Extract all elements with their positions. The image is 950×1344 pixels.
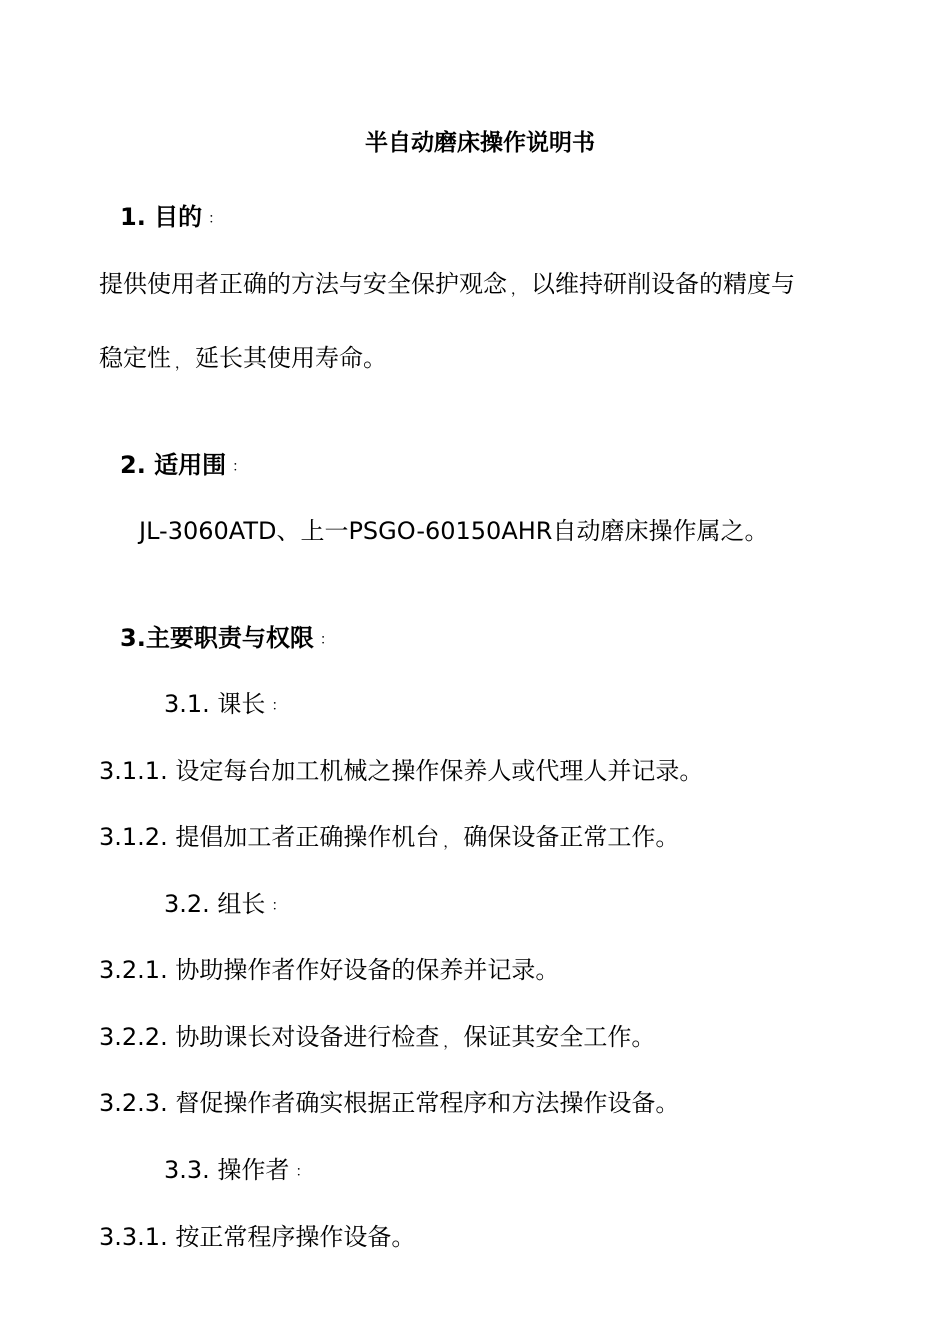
team-leader-item-3: 3.2.3. 督促操作者确实根据正常程序和方法操作设备。 — [99, 1089, 680, 1117]
subsection-section-chief-colon: ： — [271, 698, 286, 714]
section-chief-item-2-a: 3.1.2. 提倡加工者正确操作机台 — [99, 823, 440, 851]
team-leader-item-2 — [99, 1022, 655, 1056]
section-scope-heading — [120, 450, 246, 484]
team-leader-item-2-a: 3.2.2. 协助课长对设备进行检查 — [99, 1023, 440, 1051]
operator-item-1: 3.3.1. 按正常程序操作设备。 — [99, 1223, 416, 1251]
section-scope-heading-text: 2. 适用围 — [120, 451, 227, 479]
team-leader-item-1: 3.2.1. 协助操作者作好设备的保养并记录。 — [99, 956, 560, 984]
subsection-operator-colon: ： — [295, 1164, 310, 1180]
purpose-body-line-2-sep: ， — [175, 356, 189, 372]
section-chief-item-2-sep: ， — [443, 835, 458, 851]
subsection-team-leader-label-text: 3.2. 组长 — [164, 890, 266, 918]
section-chief-item-2 — [99, 822, 679, 856]
subsection-team-leader-colon: ： — [271, 898, 286, 914]
purpose-body-line-1-a: 提供使用者正确的方法与安全保护观念 — [99, 270, 507, 298]
section-chief-item-1: 3.1.1. 设定每台加工机械之操作保养人或代理人并记录。 — [99, 757, 704, 785]
scope-body: JL-3060ATD、上一PSGO-60150AHR自动磨床操作属之。 — [139, 517, 769, 545]
team-leader-item-2-sep: ， — [443, 1035, 458, 1051]
purpose-body-line-2-b: 延长其使用寿命。 — [195, 344, 387, 372]
section-chief-item-2-b: 确保设备正常工作。 — [463, 823, 680, 851]
section-scope-heading-colon: ： — [232, 459, 247, 475]
subsection-section-chief-label-text: 3.1. 课长 — [164, 690, 266, 718]
section-duties-heading-text: 3.主要职责与权限 — [120, 624, 314, 652]
subsection-operator-label-text: 3.3. 操作者 — [164, 1156, 290, 1184]
team-leader-item-2-b: 保证其安全工作。 — [463, 1023, 656, 1051]
section-purpose-heading-colon: ： — [208, 211, 223, 227]
subsection-team-leader-label — [164, 889, 285, 923]
section-duties-heading-colon: ： — [319, 632, 334, 648]
section-purpose-heading — [120, 202, 222, 236]
subsection-operator-label — [164, 1155, 309, 1189]
purpose-body-line-1-sep: ， — [511, 282, 525, 298]
section-duties-heading — [120, 623, 334, 657]
section-purpose-heading-text: 1. 目的 — [120, 203, 203, 231]
purpose-body-line-1-b: 以维持研削设备的精度与 — [531, 270, 795, 298]
purpose-body-line-2 — [99, 343, 387, 377]
subsection-section-chief-label — [164, 689, 285, 723]
purpose-body-line-1 — [99, 269, 795, 303]
purpose-body-line-2-a: 稳定性 — [99, 344, 171, 372]
document-title: 半自动磨床操作说明书 — [365, 130, 595, 156]
